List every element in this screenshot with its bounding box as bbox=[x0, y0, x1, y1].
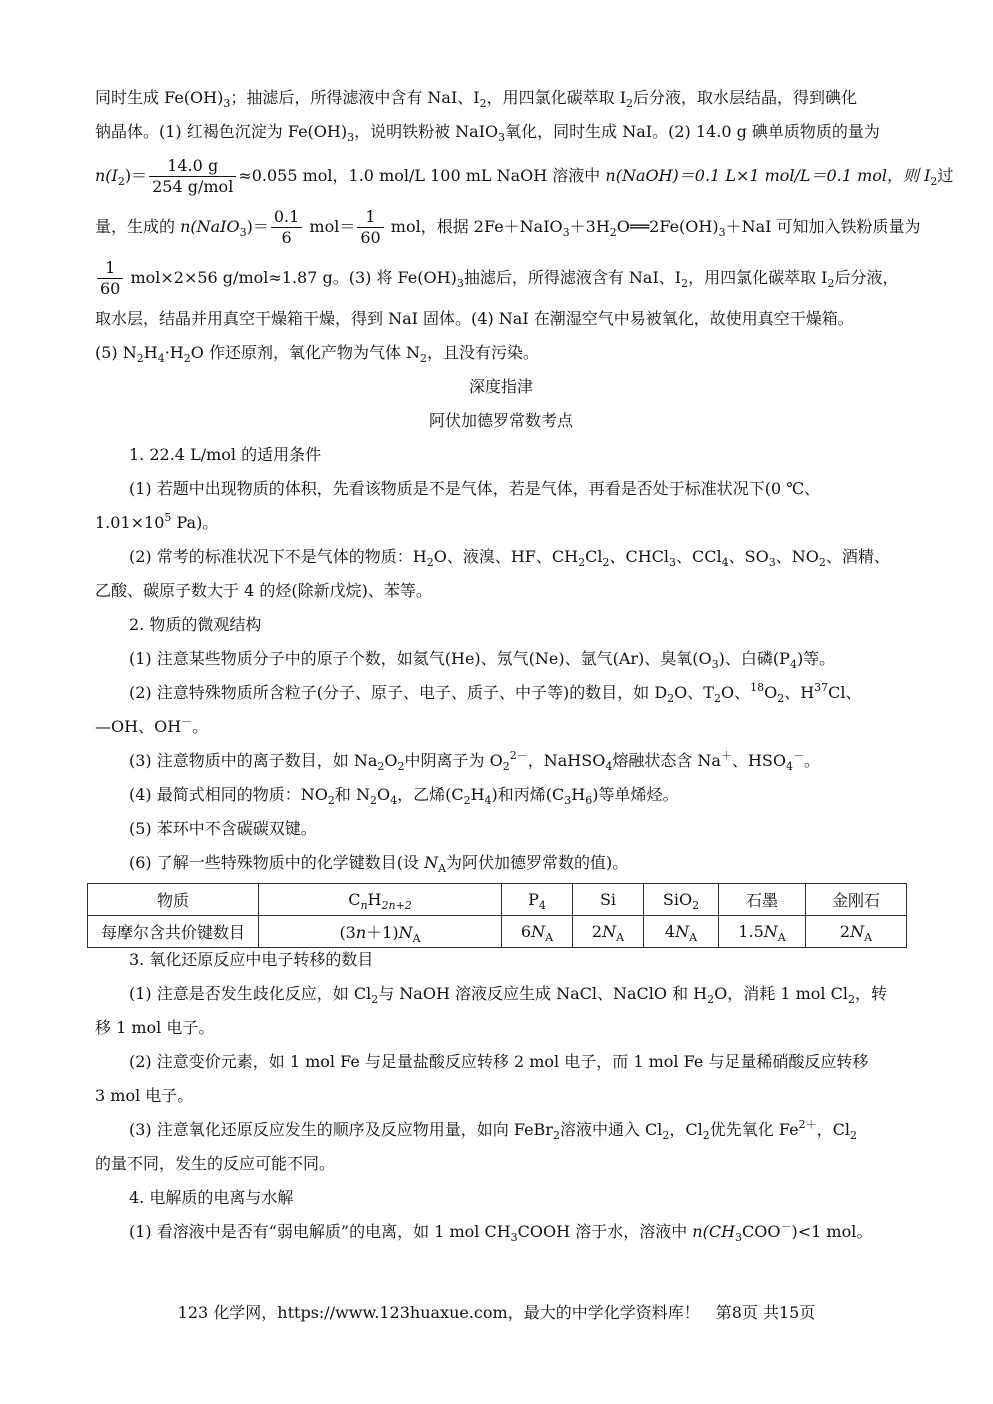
text-run: O bbox=[764, 683, 778, 702]
text-run: 后分液，取水层结晶，得到碘化 bbox=[633, 88, 858, 107]
bond-count-table bbox=[87, 883, 907, 948]
text-run: 熔融状态含 Na bbox=[612, 751, 721, 770]
text-run: N bbox=[531, 922, 546, 941]
text-run: ，用四氯化碳萃取 I bbox=[688, 268, 828, 287]
text-run: 。 bbox=[192, 717, 209, 736]
subscript: 4 bbox=[605, 760, 613, 773]
s3-item-2-cont: 3 mol 电子。 bbox=[95, 1086, 194, 1105]
text-run: 4 bbox=[664, 922, 676, 941]
text-run: COOH 溶于水，溶液中 bbox=[517, 1222, 693, 1241]
text-run: (4) 最简式相同的物质：NO bbox=[129, 785, 328, 804]
table-cell bbox=[719, 916, 806, 948]
text-run: O、T bbox=[674, 683, 714, 702]
s1-item-2-cont: 乙酸、碳原子数大于 4 的烃(除新戊烷)、苯等。 bbox=[95, 581, 432, 600]
superscript: ＋ bbox=[720, 749, 732, 762]
heading-2: 2. 物质的微观结构 bbox=[129, 615, 262, 634]
subscript: 2 bbox=[369, 794, 377, 807]
text-run: 钠晶体。(1) 红褐色沉淀为 Fe(OH) bbox=[95, 122, 348, 141]
subscript: 6 bbox=[585, 794, 593, 807]
s2-item-1 bbox=[95, 649, 907, 669]
subscript: 3 bbox=[510, 1231, 518, 1244]
text-run: ，说明铁粉被 NaIO bbox=[354, 122, 499, 141]
text-run: 2 bbox=[839, 922, 851, 941]
text-run: ，乙烯(C bbox=[397, 785, 464, 804]
subscript: 3 bbox=[239, 226, 247, 239]
heading-4: 4. 电解质的电离与水解 bbox=[129, 1188, 294, 1207]
text-run: C bbox=[348, 890, 361, 909]
text-run: Pa)。 bbox=[171, 513, 219, 532]
text-run: 、NO bbox=[775, 547, 819, 566]
answer-line-2 bbox=[95, 122, 907, 142]
text-run: )和丙烯(C bbox=[491, 785, 565, 804]
text-run: O bbox=[376, 785, 391, 804]
text-run: N bbox=[763, 922, 778, 941]
superscript: － bbox=[793, 749, 804, 762]
table-cell bbox=[644, 916, 719, 948]
text-run: 、H bbox=[784, 683, 815, 702]
subscript: 2 bbox=[420, 352, 428, 365]
text-run: ，转 bbox=[854, 984, 887, 1003]
text-run: N bbox=[850, 922, 865, 941]
table-row bbox=[88, 884, 907, 916]
answer-line-6: 取水层，结晶并用真空干燥箱干燥，得到 NaI 固体。(4) NaI 在潮湿空气中易被氧化，故使用真空干燥箱。 bbox=[95, 309, 854, 328]
text-run: N bbox=[675, 922, 690, 941]
table-header-cell: Si bbox=[573, 884, 644, 916]
text-run: ；抽滤后，所得滤液中含有 NaI、I bbox=[230, 88, 480, 107]
table-cell bbox=[573, 916, 644, 948]
subscript: 2 bbox=[667, 692, 675, 705]
text-run: N bbox=[424, 853, 439, 872]
answer-line-1 bbox=[95, 88, 907, 108]
superscript: 5 bbox=[164, 511, 172, 524]
text-run: 2n+2 bbox=[381, 899, 412, 912]
answer-line-5 bbox=[95, 258, 907, 299]
text-run: ，且没有污染。 bbox=[427, 343, 540, 362]
subscript: 2 bbox=[479, 97, 487, 110]
text-run: (5) N bbox=[95, 343, 137, 362]
fraction-numerator: 1 bbox=[97, 258, 123, 279]
text-run: (3) 注意物质中的离子数目，如 Na bbox=[129, 751, 378, 770]
text-run: ，NaHSO bbox=[527, 751, 606, 770]
text-run: mol＝ bbox=[304, 217, 356, 236]
text-run: 1.5 bbox=[738, 922, 764, 941]
subscript: 2 bbox=[818, 556, 826, 569]
text-run: ≈0.055 mol，1.0 mol/L 100 mL NaOH 溶液中 bbox=[238, 166, 606, 185]
subscript: 2 bbox=[552, 1129, 560, 1142]
subscript: 2 bbox=[377, 760, 385, 773]
text-run: 、酒精、 bbox=[825, 547, 890, 566]
text-run: 6 bbox=[520, 922, 532, 941]
text-run: (2) 注意特殊物质所含粒子(分子、原子、电子、质子、中子等)的数目，如 D bbox=[129, 683, 668, 702]
subscript: 2 bbox=[707, 993, 715, 1006]
text-run: 、CHCl bbox=[609, 547, 670, 566]
subscript: 2 bbox=[681, 277, 689, 290]
subscript: 2 bbox=[578, 556, 586, 569]
subscript: 3 bbox=[498, 131, 506, 144]
table-header-cell bbox=[502, 884, 573, 916]
text-run: Cl bbox=[585, 547, 603, 566]
text-run: H bbox=[571, 785, 586, 804]
text-run: O、液溴、HF、CH bbox=[433, 547, 579, 566]
text-run: 2 bbox=[591, 922, 603, 941]
text-run: n(NaOH)＝0.1 L×1 mol/L＝0.1 mol，则 I bbox=[605, 166, 931, 185]
subscript: A bbox=[545, 931, 554, 944]
section-title: 深度指津 bbox=[468, 377, 533, 396]
table-cell bbox=[502, 916, 573, 948]
subscript: A bbox=[616, 931, 625, 944]
text-run: (1) 注意某些物质分子中的原子个数，如氦气(He)、氖气(Ne)、氩气(Ar)、臭氧(O bbox=[129, 649, 712, 668]
text-run: 与 NaOH 溶液反应生成 NaCl、NaClO 和 H bbox=[378, 984, 708, 1003]
superscript: － bbox=[181, 715, 193, 728]
subscript: 3 bbox=[768, 556, 776, 569]
answer-line-7 bbox=[95, 343, 907, 363]
text-run: COO bbox=[742, 1222, 781, 1241]
subscript: 2 bbox=[930, 175, 938, 188]
text-run: 和 N bbox=[334, 785, 370, 804]
text-run: N bbox=[398, 923, 413, 942]
subscript: 4 bbox=[538, 899, 546, 912]
s4-item-1 bbox=[95, 1222, 907, 1242]
text-run: (2) 常考的标准状况下不是气体的物质：H bbox=[129, 547, 427, 566]
table-header-cell bbox=[259, 884, 502, 916]
text-run: n(I bbox=[95, 166, 118, 185]
text-run: 氧化，同时生成 NaI。(2) 14.0 g 碘单质物质的量为 bbox=[505, 122, 880, 141]
text-run: ＋1) bbox=[366, 923, 399, 942]
subscript: 2 bbox=[847, 993, 855, 1006]
subscript: A bbox=[864, 931, 873, 944]
text-run: )<1 mol。 bbox=[791, 1222, 873, 1241]
subscript: 2 bbox=[626, 97, 634, 110]
table-header-cell: 石墨 bbox=[719, 884, 806, 916]
subscript: 2 bbox=[371, 993, 379, 1006]
s1-item-2 bbox=[95, 547, 907, 567]
document-page bbox=[95, 88, 954, 1256]
text-run: O，消耗 1 mol Cl bbox=[714, 984, 848, 1003]
text-run: mol，根据 2Fe＋NaIO bbox=[385, 217, 563, 236]
answer-line-3 bbox=[95, 156, 954, 197]
s3-item-1-cont: 移 1 mol 电子。 bbox=[95, 1018, 215, 1037]
subscript: 2 bbox=[463, 794, 471, 807]
text-run: )＝ bbox=[246, 217, 269, 236]
s1-item-1: (1) 若题中出现物质的体积，先看该物质是不是气体，若是气体，再看是否处于标准状况下(0 ℃、 bbox=[129, 479, 821, 498]
superscript: 37 bbox=[814, 681, 829, 694]
subscript: A bbox=[412, 932, 421, 945]
text-run: ＋NaI 可知加入铁粉质量为 bbox=[725, 217, 921, 236]
text-run: O bbox=[384, 751, 398, 770]
fraction bbox=[271, 207, 302, 248]
page-footer: 123 化学网，https://www.123huaxue.com，最大的中学化学资料库！ 第8页 共15页 bbox=[177, 1303, 816, 1322]
table-header-cell: 物质 bbox=[88, 884, 259, 916]
s3-item-2: (2) 注意变价元素，如 1 mol Fe 与足量盐酸反应转移 2 mol 电子，而 1 mol Fe 与足量稀硝酸反应转移 bbox=[129, 1052, 869, 1071]
fraction-denominator: 60 bbox=[360, 228, 381, 247]
s2-item-6 bbox=[95, 853, 907, 873]
subscript: 2 bbox=[777, 692, 785, 705]
subscript: 3 bbox=[456, 277, 464, 290]
subscript: 3 bbox=[564, 794, 572, 807]
s3-item-1 bbox=[95, 984, 907, 1004]
text-run: (3 bbox=[339, 923, 356, 942]
text-run: n(CH bbox=[692, 1222, 736, 1241]
fraction bbox=[97, 258, 123, 299]
subscript: 2 bbox=[662, 1129, 670, 1142]
subscript: A bbox=[438, 862, 447, 875]
subscript: 2 bbox=[827, 277, 835, 290]
text-run: 抽滤后，所得滤液含有 NaI、I bbox=[463, 268, 682, 287]
subscript: 4 bbox=[721, 556, 729, 569]
subscript: 4 bbox=[789, 658, 797, 671]
text-run: O、 bbox=[720, 683, 751, 702]
text-run: 优先氧化 Fe bbox=[709, 1120, 799, 1139]
text-run: ·H bbox=[164, 343, 184, 362]
text-run: 量，生成的 bbox=[95, 217, 181, 236]
fraction-numerator: 14.0 g bbox=[149, 156, 236, 177]
text-run: (3) 注意氧化还原反应发生的顺序及反应物用量，如向 FeBr bbox=[129, 1120, 553, 1139]
text-run: n(NaIO bbox=[180, 217, 240, 236]
subscript: 2 bbox=[609, 226, 617, 239]
text-run: )＝ bbox=[124, 166, 148, 185]
subscript: A bbox=[689, 931, 698, 944]
fraction bbox=[149, 156, 236, 197]
subscript: 3 bbox=[718, 226, 726, 239]
table-header-cell: 金刚石 bbox=[806, 884, 907, 916]
text-run: mol×2×56 g/mol≈1.87 g。(3) 将 Fe(OH) bbox=[125, 268, 457, 287]
text-run: )等单烯烃。 bbox=[592, 785, 679, 804]
text-run: 、HSO bbox=[731, 751, 786, 770]
s3-item-3-cont: 的量不同，发生的反应可能不同。 bbox=[95, 1154, 336, 1173]
subscript: 2 bbox=[397, 760, 405, 773]
text-run: ，Cl bbox=[816, 1120, 850, 1139]
subscript: 3 bbox=[562, 226, 570, 239]
s3-item-3 bbox=[95, 1120, 907, 1140]
text-run: N bbox=[602, 922, 617, 941]
subscript: 2 bbox=[117, 175, 125, 188]
table-row bbox=[88, 916, 907, 948]
subscript: 2 bbox=[426, 556, 434, 569]
fraction-denominator: 60 bbox=[100, 279, 121, 298]
text-run: H bbox=[143, 343, 158, 362]
subscript: 3 bbox=[711, 658, 719, 671]
text-run: 过 bbox=[937, 166, 954, 185]
subscript: 2 bbox=[183, 352, 191, 365]
text-run: (1) 注意是否发生歧化反应，如 Cl bbox=[129, 984, 372, 1003]
subscript: 3 bbox=[347, 131, 355, 144]
section-subtitle: 阿伏加德罗常数考点 bbox=[428, 411, 573, 430]
subscript: 2 bbox=[702, 1129, 710, 1142]
text-run: Cl、 bbox=[828, 683, 862, 702]
subscript: 3 bbox=[669, 556, 677, 569]
s2-item-5: (5) 苯环中不含碳碳双键。 bbox=[129, 819, 317, 838]
text-run: —OH、OH bbox=[95, 717, 182, 736]
text-run: O══2Fe(OH) bbox=[616, 217, 719, 236]
subscript: 2 bbox=[136, 352, 144, 365]
subscript: 2 bbox=[713, 692, 721, 705]
superscript: 18 bbox=[750, 681, 765, 694]
subscript: 4 bbox=[157, 352, 165, 365]
s2-item-2 bbox=[95, 683, 907, 703]
text-run: 1.01×10 bbox=[95, 513, 165, 532]
text-run: 。 bbox=[804, 751, 821, 770]
subscript: 2 bbox=[849, 1129, 857, 1142]
text-run: (1) 看溶液中是否有“弱电解质”的电离，如 1 mol CH bbox=[129, 1222, 511, 1241]
s2-item-4 bbox=[95, 785, 907, 805]
text-run: 、CCl bbox=[676, 547, 722, 566]
text-run: )等。 bbox=[796, 649, 836, 668]
fraction-numerator: 1 bbox=[357, 207, 383, 228]
text-run: P bbox=[528, 890, 539, 909]
s2-item-2-cont bbox=[95, 717, 907, 737]
s1-item-1-cont bbox=[95, 513, 907, 533]
text-run: SiO bbox=[662, 890, 693, 909]
superscript: － bbox=[780, 1220, 792, 1233]
answer-line-4 bbox=[95, 207, 921, 248]
table-cell bbox=[259, 916, 502, 948]
superscript: 2－ bbox=[509, 749, 528, 762]
text-run: 溶液中通入 Cl bbox=[559, 1120, 663, 1139]
heading-1: 1. 22.4 L/mol 的适用条件 bbox=[129, 445, 322, 464]
text-run: ，Cl bbox=[669, 1120, 703, 1139]
table-cell bbox=[806, 916, 907, 948]
subscript: 2 bbox=[502, 760, 510, 773]
s2-item-3 bbox=[95, 751, 907, 771]
text-run: 为阿伏加德罗常数的值)。 bbox=[446, 853, 629, 872]
text-run: 后分液， bbox=[834, 268, 899, 287]
subscript: 3 bbox=[735, 1231, 743, 1244]
text-run: n bbox=[355, 923, 367, 942]
superscript: 2＋ bbox=[798, 1118, 817, 1131]
heading-3: 3. 氧化还原反应中电子转移的数目 bbox=[129, 950, 374, 969]
text-run: (6) 了解一些特殊物质中的化学键数目(设 bbox=[129, 853, 425, 872]
subscript: 3 bbox=[223, 97, 231, 110]
fraction-denominator: 254 g/mol bbox=[152, 177, 234, 196]
text-run: 中阴离子为 O bbox=[404, 751, 503, 770]
subscript: 2 bbox=[602, 556, 610, 569]
text-run: n bbox=[360, 899, 368, 912]
table-cell: 每摩尔含共价键数目 bbox=[88, 916, 259, 948]
subscript: 2 bbox=[327, 794, 335, 807]
subscript: 4 bbox=[484, 794, 492, 807]
text-run: ＋3H bbox=[569, 217, 610, 236]
table-header-cell bbox=[644, 884, 719, 916]
fraction-denominator: 6 bbox=[281, 228, 292, 247]
text-run: )、白磷(P bbox=[718, 649, 790, 668]
text-run: 同时生成 Fe(OH) bbox=[95, 88, 224, 107]
fraction-numerator: 0.1 bbox=[271, 207, 302, 228]
text-run: H bbox=[470, 785, 485, 804]
text-run: O 作还原剂，氧化产物为气体 N bbox=[190, 343, 421, 362]
subscript: 2 bbox=[692, 899, 700, 912]
subscript: 4 bbox=[390, 794, 398, 807]
subscript: A bbox=[777, 931, 786, 944]
subscript: 4 bbox=[786, 760, 793, 773]
fraction bbox=[357, 207, 383, 248]
text-run: ，用四氯化碳萃取 I bbox=[486, 88, 627, 107]
text-run: H bbox=[367, 890, 382, 909]
text-run: 、SO bbox=[728, 547, 769, 566]
